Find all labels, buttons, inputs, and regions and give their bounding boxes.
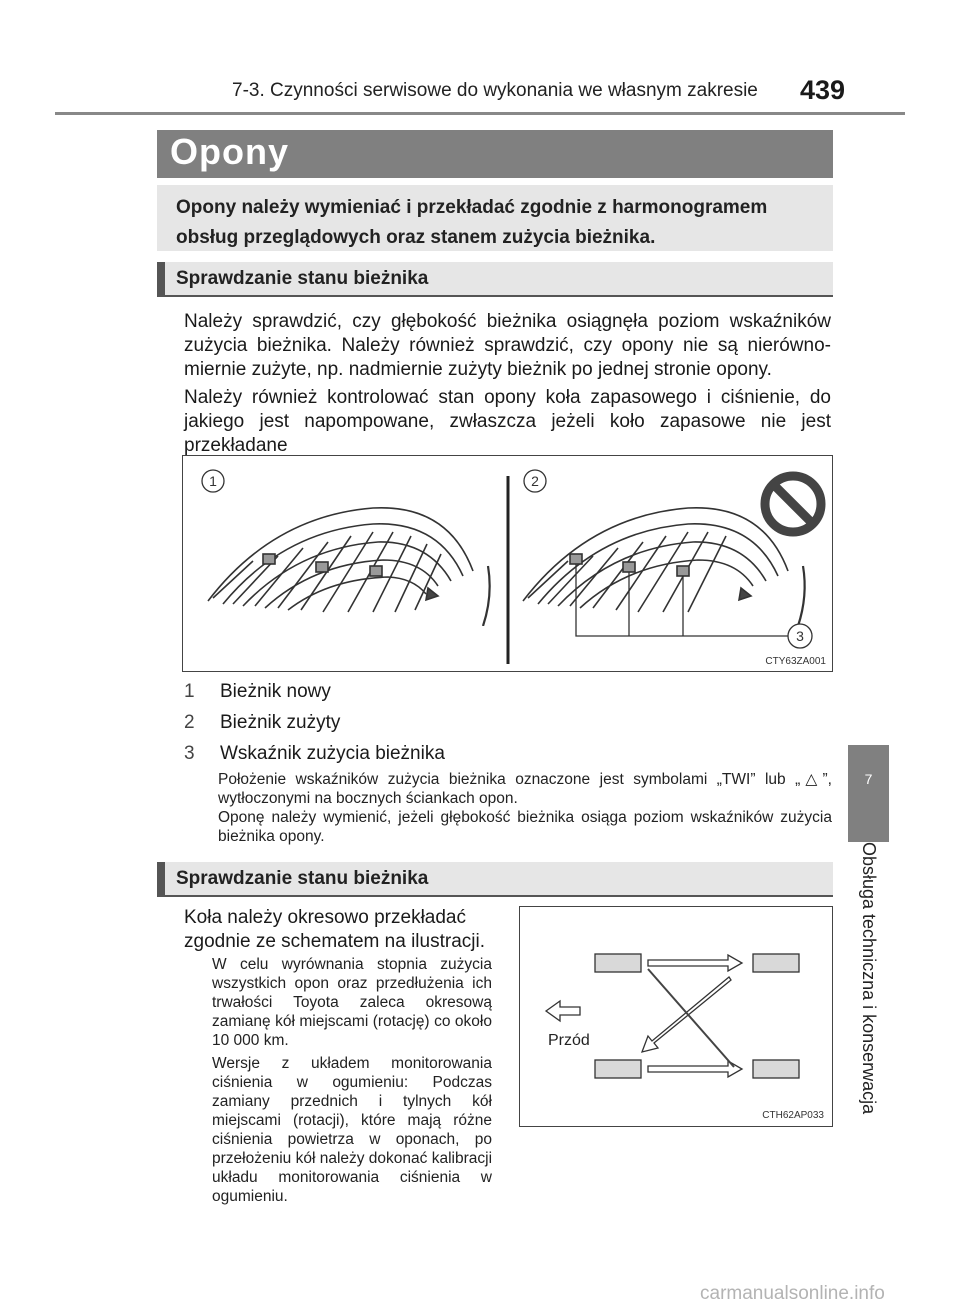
paragraph-spare-wheel: Należy również kontrolować stan opony koła zapasowego i ciśnienie, do jakiego jest napompowane, zwłaszcza jeżeli koło zapasowe nie jest przekładane [184, 387, 831, 456]
arrow-rear-to-front-icon [648, 1061, 742, 1077]
front-direction-icon [546, 1001, 580, 1021]
callout-2 [524, 470, 546, 492]
rotation-notes [212, 955, 492, 1206]
rotation-illustration [520, 907, 832, 1126]
tread-illustration [183, 456, 832, 671]
list-item [184, 712, 340, 734]
chapter-number: 7 [864, 771, 873, 787]
item-label: Bieżnik zużyty [220, 712, 341, 733]
item-number: 3 [184, 743, 195, 764]
page-title: Opony [170, 131, 289, 172]
twi-note [218, 770, 832, 846]
chapter-tab-label [858, 842, 886, 1132]
tire-rear-left [595, 1060, 641, 1078]
chapter-title: Obsługa techniczna i konserwacja [859, 842, 879, 1115]
callout-1-label: 1 [209, 473, 217, 489]
item-number: 1 [184, 681, 195, 702]
item-label: Wskaźnik zużycia bieżnika [220, 743, 445, 764]
tpms-note: Wersje z układem monitorowania ciśnienia w ogumieniu: Podczas zamiany przednich i tylnych kół miejscami (rotacji), które mają różne ciśnienia powietrza w oponach, po przełożeniu kół należy dokonać kalibracji układu monitorowania ciśnienia w ogumieniu. [212, 1055, 493, 1205]
tire-rear-right [753, 1060, 799, 1078]
list-item [184, 743, 445, 765]
header-rule [55, 112, 905, 115]
tire-front-left [595, 954, 641, 972]
twi-note-line: Położenie wskaźników zużycia bieżnika oznaczone jest symbolami „TWI” lub „△”, wytłoczonymi na bocznych ściankach opon. [218, 771, 832, 807]
rotation-diagram [519, 906, 833, 1127]
tread-wear-figure [182, 455, 833, 672]
list-item [184, 681, 331, 703]
arrow-diagonal-icon [642, 977, 731, 1052]
no-entry-icon [765, 476, 821, 532]
section-heading: Sprawdzanie stanu bieżnika [176, 868, 429, 889]
figure-code: CTY63ZA001 [765, 656, 826, 667]
callout-3 [788, 624, 812, 648]
section-heading: Sprawdzanie stanu bieżnika [176, 268, 429, 289]
paragraph-tread-check: Należy sprawdzić, czy głębokość bieżnika osiągnęła poziom wskaźników zużycia bieżnika. Należy również sprawdzić, czy opony nie są nierównomiernie zużyte, np. nadmiernie zużyty bieżnik po jednej stronie opony. [184, 311, 831, 380]
replace-note-line: Oponę należy wymienić, jeżeli głębokość bieżnika osiąga poziom wskaźników zużycia bieżnika opony. [218, 809, 832, 845]
worn-tread-drawing [523, 508, 805, 626]
figure-code: CTH62AP033 [762, 1110, 824, 1121]
chapter-tab [848, 745, 889, 842]
running-header: 7-3. Czynności serwisowe do wykonania we własnym zakresie [232, 80, 758, 101]
intro-text: Opony należy wymieniać i przekładać zgodnie z harmonogramem obsług przeglądowych oraz stanem zużycia bieżnika. [176, 197, 768, 248]
callout-1 [202, 470, 224, 492]
tire-front-right [753, 954, 799, 972]
callout-2-label: 2 [531, 473, 539, 489]
rotation-note: W celu wyrównania stopnia zużycia wszystkich opon oraz przedłużenia ich trwałości Toyota zaleca okresową zamianę kół miejscami (rotację) co około 10 000 km. [212, 956, 492, 1049]
item-label: Bieżnik nowy [220, 681, 331, 702]
section-heading-rule [157, 895, 833, 897]
front-label: Przód [548, 1032, 590, 1049]
new-tread-drawing [208, 508, 490, 626]
watermark: carmanualsonline.info [700, 1283, 885, 1304]
arrow-front-to-rear-icon [648, 955, 742, 971]
paragraph-rotation: Koła należy okresowo przekładać zgodnie ze schematem na ilustracji. [184, 907, 485, 952]
section-heading-rule [157, 295, 833, 297]
item-number: 2 [184, 712, 195, 733]
callout-3-label: 3 [796, 628, 804, 644]
page-number: 439 [800, 75, 846, 105]
